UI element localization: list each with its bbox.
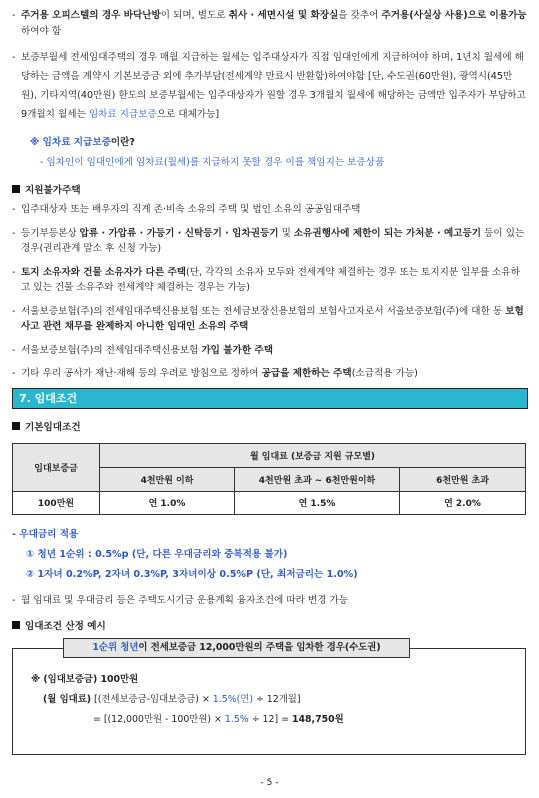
document-page [12, 0, 528, 755]
exclude-item-4 [12, 304, 528, 335]
example-title-blue: 1순위 청년 [92, 642, 139, 653]
text: (소급적용 가능) [351, 368, 418, 379]
text: 입주대상자 또는 배우자의 직계 존·비속 소유의 주택 및 법인 소유의 공공임대주택 [21, 204, 361, 215]
example-box [12, 642, 526, 755]
text-bold: 주거용(사실상 사용)으로 이용가능 [381, 10, 527, 21]
text: 등이 있는 경우(권리관계 말소 후 신청 가능) [21, 227, 525, 254]
heading-exclude [12, 182, 528, 196]
table-cell: 연 2.0% [400, 491, 526, 514]
heading-text: 임대조건 산정 예시 [25, 621, 106, 632]
square-bullet-icon [12, 185, 20, 193]
text-bold: 주거용 오피스텔의 경우 바닥난방 [21, 10, 161, 21]
exclude-item-5 [12, 343, 528, 359]
text-bold: 보험사고 관련 채무를 완제하지 아니한 임대인 소유의 주택 [21, 305, 524, 332]
text-bold: 소유권행사에 제한이 되는 가처분 · 예고등기 [293, 227, 482, 239]
example-calc-line [93, 711, 344, 725]
text-bold: 토지 소유자와 건물 소유자가 다른 주택 [21, 266, 186, 278]
text: ÷ 12개월] [252, 694, 301, 705]
text: 기타 우리 공사가 재난·재해 등의 우려로 방침으로 정하여 [21, 368, 262, 379]
text: 으로 대체가능] [156, 109, 220, 120]
text: 및 [278, 227, 294, 239]
square-bullet-icon [12, 422, 20, 430]
example-box-title [63, 638, 410, 658]
table-cell: 연 1.0% [100, 491, 235, 514]
text: 서울보증보험(주)의 전세임대주택신용보험 또는 전세금보장신용보험의 보험사고자로서 서울보증보험(주)에 대한 동 [21, 305, 506, 317]
example-title-text: 이 전세보증금 12,000만원의 주택을 임차한 경우(수도권) [138, 642, 381, 653]
table-header-col: 4천만원 이하 [100, 467, 235, 491]
table-cell: 연 1.5% [235, 491, 400, 514]
heading-example [12, 618, 528, 632]
preference-line-2: ② 1자녀 0.2%P, 2자녀 0.3%P, 3자녀이상 0.5%P (단, 최저금리는 1.0%) [26, 568, 358, 580]
text-bold: 압류 · 가압류 · 가등기 · 신탁등기 · 임차권등기 [79, 227, 279, 239]
page-number: - 5 - [260, 778, 279, 788]
rate-change-note [12, 593, 528, 609]
table-row [13, 491, 526, 514]
text: [(전세보증금-임대보증금) × [91, 694, 213, 705]
exclude-item-3 [12, 265, 528, 296]
preference-line-1: ① 청년 1순위 : 0.5%p (단, 다른 우대금리와 중복적용 불가) [26, 548, 288, 560]
rent-table [12, 443, 526, 515]
text-bold: 취사 · 세면시설 및 화장실 [228, 10, 339, 21]
text-blue: 1.5% [224, 714, 249, 725]
heading-text: 지원불가주택 [25, 185, 81, 196]
preference-block [12, 527, 528, 583]
text: 을 갖추어 [338, 10, 382, 21]
note-title-tail: 이란? [110, 137, 135, 148]
text: 하여야 함 [21, 25, 62, 37]
exclude-item-6 [12, 366, 528, 382]
text: 이 되며, 별도로 [160, 10, 229, 21]
exclude-item-2 [12, 226, 528, 257]
text-blue: 1.5%(연) [212, 694, 253, 705]
text: 보증부월세 전세임대주택의 경우 매월 지급하는 월세는 입주대상자가 직접 임대인에게 지급하여야 하며, 1년치 월세에 해당하는 금액을 계약시 기본보증금 외에 추가부담(전세계약 만료시 반환함)하여야함 [단, 수도권(60만원), 광역시(45만원), 기타지역(40만원) 한도의 보증부월세는 입주대상자가 원할 경우 3개월치 월세에 해당하는 금액만 입주자가 부담하고 9개월치 월세는 [21, 52, 526, 120]
bullet-officetel [12, 8, 528, 39]
table-header-row [13, 443, 526, 467]
section-title-bar: 7. 임대조건 [12, 388, 528, 409]
heading-text: 기본임대조건 [25, 421, 81, 433]
table-cell: 100만원 [13, 491, 100, 514]
bullet-monthly-rent [12, 48, 528, 124]
text: 서울보증보험(주)의 전세임대주택신용보험 [21, 344, 202, 356]
table-header-col: 6천만원 초과 [400, 467, 526, 491]
note-title-blue: ※ 임차료 지급보증 [30, 137, 111, 148]
calc-result: 148,750원 [291, 714, 344, 725]
text-blue: 임차료 지급보증 [88, 109, 157, 120]
rent-label: (월 임대료) [43, 694, 92, 705]
text: = [(12,000만원 - 100만원) × [93, 714, 225, 725]
text-bold: 가입 불가한 주택 [201, 344, 273, 356]
heading-basic [12, 419, 528, 433]
exclude-item-1 [12, 202, 528, 218]
text: 월 임대료 및 우대금리 등은 주택도시기금 운용계획 융자조건에 따라 변경 가능 [21, 594, 349, 606]
text: 등기부등본상 [21, 227, 80, 239]
table-header-deposit: 임대보증금 [13, 443, 100, 491]
text: ÷ 12] = [248, 714, 292, 725]
preference-title: - 우대금리 적용 [12, 528, 79, 540]
example-deposit-line: ※ (임대보증금) 100만원 [31, 674, 139, 685]
table-header-rent: 월 임대료 (보증금 지원 규모별) [100, 443, 526, 467]
text: (단, 각각의 소유자 모두와 전세계약 체결하는 경우 또는 토지지분 일부를 소유하고 있는 건물 소유주와 전세계약 체결하는 경우는 가능) [21, 266, 520, 293]
text-bold: 공급을 제한하는 주택 [261, 368, 352, 379]
note-title [30, 134, 528, 148]
example-rent-line [43, 691, 301, 705]
table-header-col: 4천만원 초과 ~ 6천만원이하 [235, 467, 400, 491]
note-body: - 임차인이 임대인에게 임차료(월세)를 지급하지 못할 경우 이를 책임지는 보증상품 [40, 157, 385, 168]
square-bullet-icon [12, 621, 20, 629]
